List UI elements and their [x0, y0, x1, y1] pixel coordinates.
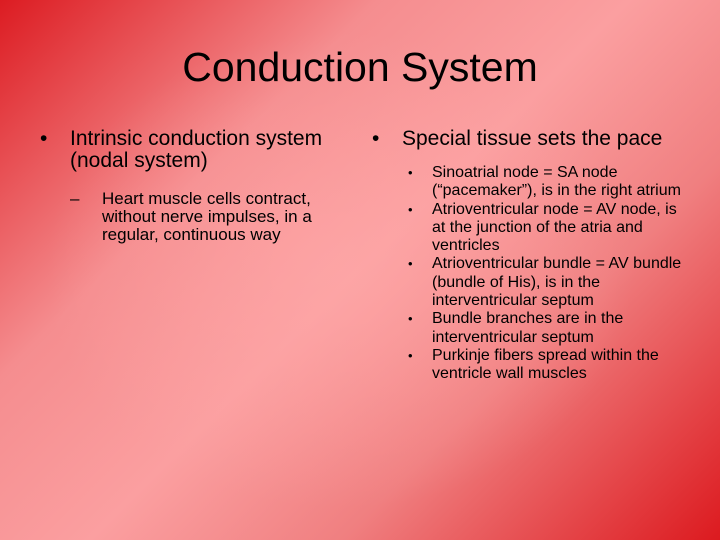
list-item [402, 347, 694, 384]
sub-bullet-list [402, 164, 694, 384]
slide-title: Conduction System [182, 44, 538, 90]
list-item [402, 164, 694, 201]
bullet-icon: • [408, 311, 413, 327]
bullet-text: Intrinsic conduction system (nodal system) [70, 127, 323, 172]
list-item-text: Atrioventricular node = AV node, is at the junction of the atria and ventricles [432, 200, 677, 255]
left-column [40, 128, 360, 244]
bullet-icon: • [372, 127, 380, 150]
dash-icon: – [70, 189, 80, 208]
bullet-icon: • [408, 347, 413, 363]
bullet-item [40, 128, 360, 172]
bullet-icon: • [408, 201, 413, 217]
list-item-text: Bundle branches are in the interventricular septum [432, 310, 624, 346]
list-item-text: Atrioventricular bundle = AV bundle (bundle of His), is in the interventricular septum [432, 255, 682, 310]
sub-bullet-item [70, 190, 360, 244]
list-item-text: Purkinje fibers spread within the ventricle wall muscles [432, 346, 659, 383]
list-item [402, 255, 694, 310]
list-item [402, 310, 694, 347]
bullet-icon: • [408, 256, 413, 272]
list-item-text: Sinoatrial node = SA node (“pacemaker”), is in the right atrium [432, 164, 681, 200]
bullet-icon: • [408, 165, 413, 180]
bullet-icon: • [40, 127, 48, 150]
right-column [372, 128, 694, 400]
list-item [402, 201, 694, 256]
sub-bullet-text: Heart muscle cells contract, without nerve impulses, in a regular, continuous way [102, 189, 312, 244]
bullet-text: Special tissue sets the pace [402, 127, 663, 150]
bullet-item [372, 128, 694, 150]
